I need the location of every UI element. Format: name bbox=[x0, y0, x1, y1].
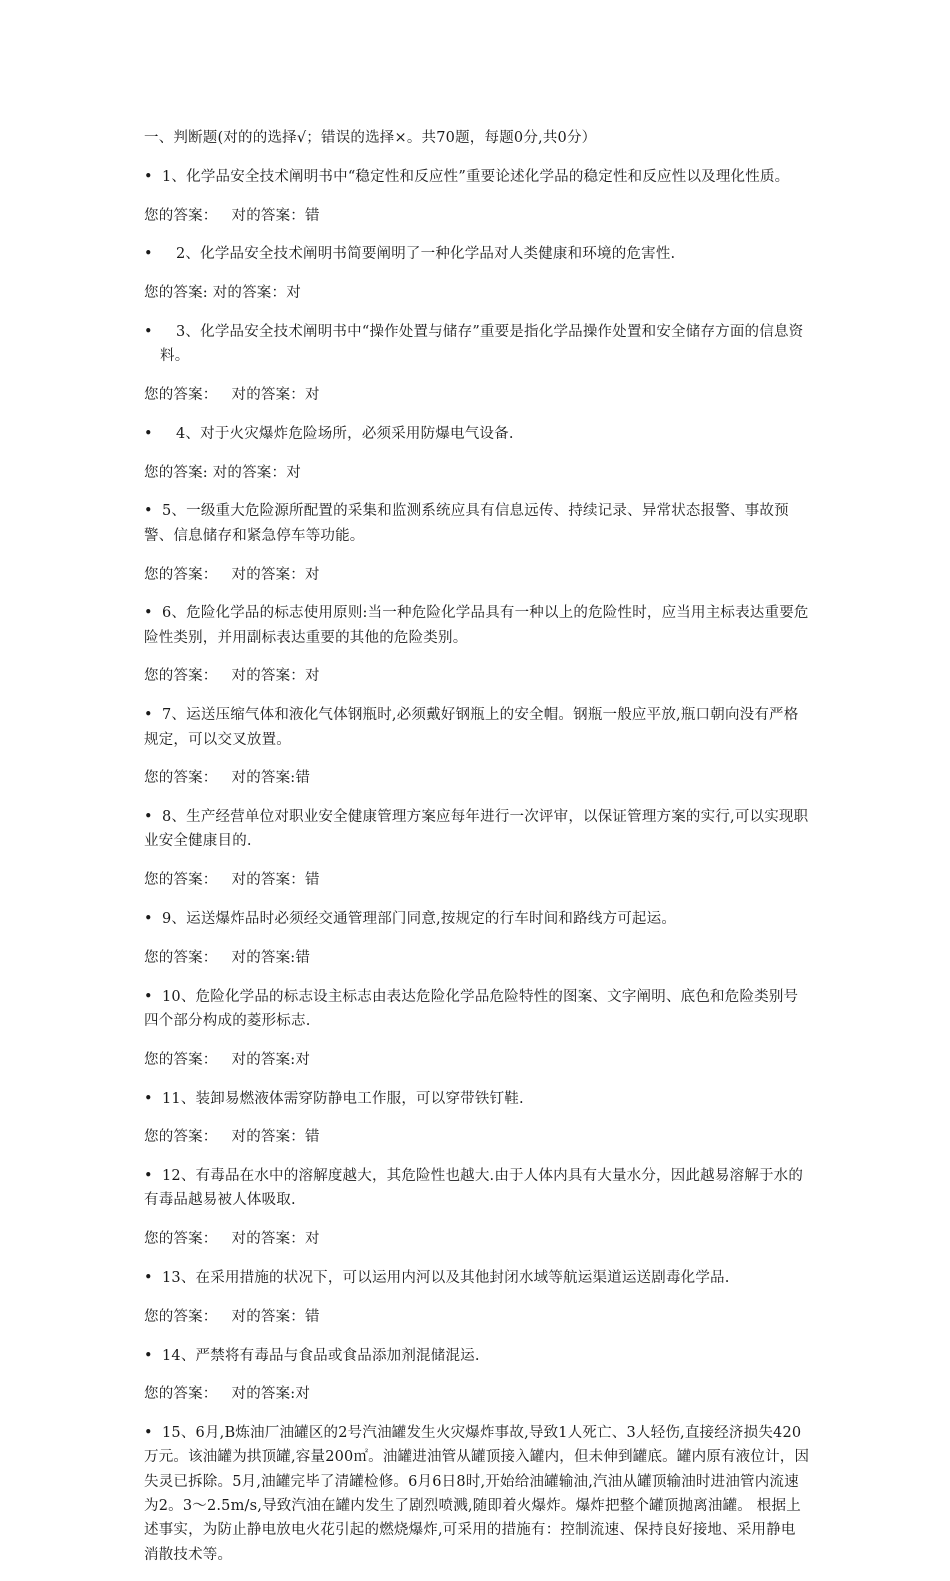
your-answer-label: 您的答案： bbox=[144, 387, 218, 404]
bullet-icon: • bbox=[144, 1347, 153, 1364]
question-text: 11、装卸易燃液体需穿防静电工作服，可以穿带铁钉鞋. bbox=[162, 1090, 524, 1107]
your-answer-label: 您的答案： bbox=[144, 872, 218, 889]
question-13 bbox=[144, 1266, 810, 1290]
correct-answer: 对的答案：对 bbox=[231, 1231, 320, 1248]
bullet-icon: • bbox=[144, 809, 153, 826]
answer-line bbox=[144, 281, 810, 305]
question-text: 15、6月,B炼油厂油罐区的2号汽油罐发生火灾爆炸事故,导致1人死亡、3人轻伤,直接经济损失420万元。该油罐为拱顶罐,容量200㎡。油罐进油管从罐顶接入罐内，但未伸到罐底。罐内原有液位计，因失灵已拆除。5月,油罐完毕了清罐检修。6月6日8时,开始给油罐输油,汽油从罐顶输油时进油管内流速为2。3～2.5m/s,导致汽油在罐内发生了剧烈喷溅,随即着火爆炸。爆炸把整个罐顶抛离油罐。 根据上述事实，为防止静电放电火花引起的燃烧爆炸,可采用的措施有：控制流速、保持良好接地、采用静电消散技术等。 bbox=[144, 1425, 810, 1563]
question-text: 5、一级重大危险源所配置的采集和监测系统应具有信息远传、持续记录、异常状态报警、事故预警、信息储存和紧急停车等功能。 bbox=[144, 503, 789, 544]
question-text: 8、生产经营单位对职业安全健康管理方案应每年进行一次评审，以保证管理方案的实行,可以实现职业安全健康目的. bbox=[144, 809, 809, 850]
correct-answer: 对的答案：错 bbox=[231, 1308, 320, 1325]
question-text: 3、化学品安全技术阐明书中“操作处置与储存”重要是指化学品操作处置和安全储存方面的信息资料。 bbox=[160, 323, 804, 365]
your-answer-label: 您的答案： bbox=[144, 1231, 218, 1248]
question-4 bbox=[144, 422, 810, 446]
answer-line bbox=[144, 1382, 810, 1406]
question-text: 4、对于火灾爆炸危险场所，必须采用防爆电气设备. bbox=[176, 425, 514, 442]
question-5 bbox=[144, 499, 810, 548]
bullet-icon: • bbox=[144, 323, 153, 340]
answer-line bbox=[144, 204, 810, 228]
bullet-icon: • bbox=[144, 605, 153, 622]
correct-answer: 对的答案:对 bbox=[231, 1386, 311, 1403]
your-answer-label: 您的答案： bbox=[144, 1308, 218, 1325]
question-15 bbox=[144, 1421, 810, 1567]
correct-answer: 对的答案：错 bbox=[231, 872, 320, 889]
question-1 bbox=[144, 165, 810, 189]
question-text: 2、化学品安全技术阐明书简要阐明了一种化学品对人类健康和环境的危害性. bbox=[176, 246, 676, 263]
your-answer-label: 您的答案： bbox=[144, 770, 218, 787]
answer-line bbox=[144, 1125, 810, 1149]
question-text: 12、有毒品在水中的溶解度越大，其危险性也越大.由于人体内具有大量水分，因此越易溶解于水的有毒品越易被人体吸取. bbox=[144, 1168, 804, 1209]
question-12 bbox=[144, 1164, 810, 1213]
correct-answer: 对的答案：对 bbox=[231, 387, 320, 404]
bullet-icon: • bbox=[144, 1425, 153, 1442]
bullet-icon: • bbox=[144, 1090, 153, 1107]
bullet-icon: • bbox=[144, 707, 153, 724]
question-text: 6、危险化学品的标志使用原则:当一种危险化学品具有一种以上的危险性时，应当用主标表达重要危险性类别，并用副标表达重要的其他的危险类别。 bbox=[144, 605, 809, 646]
question-text: 1、化学品安全技术阐明书中“稳定性和反应性”重要论述化学品的稳定性和反应性以及理化性质。 bbox=[162, 168, 790, 185]
answer-line bbox=[144, 868, 810, 892]
correct-answer: 对的答案：对 bbox=[231, 566, 320, 583]
answer-line bbox=[144, 766, 810, 790]
correct-answer: 对的答案：对 bbox=[212, 285, 301, 302]
bullet-icon: • bbox=[144, 1168, 153, 1185]
question-6 bbox=[144, 601, 810, 650]
answer-line bbox=[144, 1305, 810, 1329]
question-3 bbox=[144, 320, 810, 369]
bullet-icon: • bbox=[144, 911, 153, 928]
correct-answer: 对的答案:对 bbox=[231, 1051, 311, 1068]
question-8 bbox=[144, 805, 810, 854]
your-answer-label: 您的答案： bbox=[144, 1129, 218, 1146]
your-answer-label: 您的答案: bbox=[144, 285, 208, 302]
question-text: 7、运送压缩气体和液化气体钢瓶时,必须戴好钢瓶上的安全帽。钢瓶一般应平放,瓶口朝向没有严格规定，可以交叉放置。 bbox=[144, 707, 799, 748]
question-11 bbox=[144, 1087, 810, 1111]
answer-line bbox=[144, 946, 810, 970]
question-9 bbox=[144, 907, 810, 931]
question-2 bbox=[144, 242, 810, 266]
answer-line bbox=[144, 461, 810, 485]
your-answer-label: 您的答案： bbox=[144, 949, 218, 966]
bullet-icon: • bbox=[144, 425, 153, 442]
question-14 bbox=[144, 1344, 810, 1368]
question-7 bbox=[144, 703, 810, 752]
answer-line bbox=[144, 563, 810, 587]
correct-answer: 对的答案：对 bbox=[231, 668, 320, 685]
question-10 bbox=[144, 985, 810, 1034]
question-text: 13、在采用措施的状况下，可以运用内河以及其他封闭水域等航运渠道运送剧毒化学品. bbox=[162, 1270, 730, 1286]
your-answer-label: 您的答案： bbox=[144, 1051, 218, 1068]
question-text: 14、严禁将有毒品与食品或食品添加剂混储混运. bbox=[162, 1347, 480, 1364]
section-header: 一、判断题(对的的选择√；错误的选择×。共70题，每题0分,共0分） bbox=[144, 130, 597, 146]
bullet-icon: • bbox=[144, 1270, 153, 1286]
answer-line bbox=[144, 383, 810, 407]
correct-answer: 对的答案:错 bbox=[231, 949, 311, 966]
correct-answer: 对的答案：对 bbox=[212, 464, 301, 481]
question-text: 10、危险化学品的标志设主标志由表达危险化学品危险特性的图案、文字阐明、底色和危险类别号四个部分构成的菱形标志. bbox=[144, 988, 799, 1029]
answer-line bbox=[144, 1227, 810, 1251]
correct-answer: 对的答案：错 bbox=[231, 1129, 320, 1146]
correct-answer: 对的答案：错 bbox=[231, 207, 320, 224]
bullet-icon: • bbox=[144, 988, 153, 1005]
bullet-icon: • bbox=[144, 168, 153, 185]
correct-answer: 对的答案:错 bbox=[231, 770, 311, 787]
your-answer-label: 您的答案: bbox=[144, 464, 208, 481]
answer-line bbox=[144, 664, 810, 688]
question-text: 9、运送爆炸品时必须经交通管理部门同意,按规定的行车时间和路线方可起运。 bbox=[162, 911, 677, 928]
answer-line bbox=[144, 1048, 810, 1072]
your-answer-label: 您的答案： bbox=[144, 566, 218, 583]
your-answer-label: 您的答案： bbox=[144, 668, 218, 685]
bullet-icon: • bbox=[144, 246, 153, 263]
your-answer-label: 您的答案： bbox=[144, 207, 218, 224]
your-answer-label: 您的答案： bbox=[144, 1386, 218, 1403]
bullet-icon: • bbox=[144, 503, 153, 520]
document-body bbox=[144, 126, 810, 1581]
